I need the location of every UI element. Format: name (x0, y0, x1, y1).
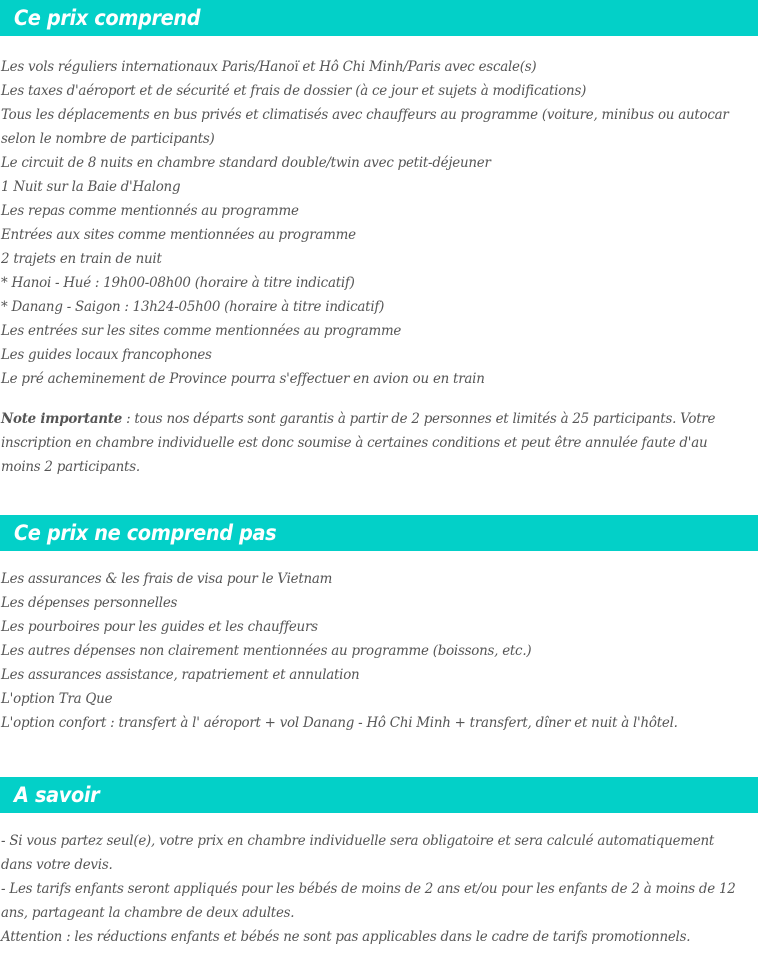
list-item: Les dépenses personnelles (1, 595, 178, 611)
section-header-ce-prix-comprend (0, 0, 758, 36)
list-item: Les vols réguliers internationaux Paris/Hanoï et Hô Chi Minh/Paris avec escale(s) (1, 59, 537, 75)
spacer (0, 551, 758, 567)
section-title: Ce prix comprend (14, 6, 201, 30)
section-header-a-savoir (0, 777, 758, 813)
section-body-ce-prix-ne-comprend-pas (0, 567, 758, 735)
list-item: Le circuit de 8 nuits en chambre standard double/twin avec petit-déjeuner (1, 155, 491, 171)
list-item: Les repas comme mentionnés au programme (1, 203, 299, 219)
list-item: Les taxes d'aéroport et de sécurité et frais de dossier (à ce jour et sujets à modifications) (1, 83, 587, 99)
list-item: L'option confort : transfert à l' aéroport + vol Danang - Hô Chi Minh + transfert, dîner et nuit à l'hôtel. (1, 715, 678, 731)
list-item: Entrées aux sites comme mentionnées au programme (1, 227, 356, 243)
spacer (0, 36, 758, 55)
spacer (0, 813, 758, 829)
list-item: * Hanoi - Hué : 19h00-08h00 (horaire à titre indicatif) (1, 275, 355, 291)
list-item: 2 trajets en train de nuit (1, 251, 162, 267)
list-item: Attention : les réductions enfants et bébés ne sont pas applicables dans le cadre de tarifs promotionnels. (1, 929, 691, 945)
list-item: Les entrées sur les sites comme mentionnées au programme (1, 323, 402, 339)
list-item: Les autres dépenses non clairement mentionnées au programme (boissons, etc.) (1, 643, 532, 659)
section-body-a-savoir (0, 829, 758, 949)
spacer (0, 479, 758, 515)
spacer (0, 735, 758, 777)
list-item: - Si vous partez seul(e), votre prix en chambre individuelle sera obligatoire et sera calculé automatiquement dans votre devis. (1, 833, 715, 873)
list-item: Tous les déplacements en bus privés et climatisés avec chauffeurs au programme (voiture, minibus ou autocar selon le nombre de participants) (1, 107, 729, 147)
list-item: Les guides locaux francophones (1, 347, 212, 363)
list-item: L'option Tra Que (1, 691, 113, 707)
important-note-label: Note importante (1, 411, 123, 427)
important-note (1, 407, 748, 479)
list-item: Les assurances & les frais de visa pour le Vietnam (1, 571, 333, 587)
section-header-ce-prix-ne-comprend-pas (0, 515, 758, 551)
list-item: * Danang - Saigon : 13h24-05h00 (horaire à titre indicatif) (1, 299, 385, 315)
list-item: Les assurances assistance, rapatriement et annulation (1, 667, 360, 683)
spacer (1, 391, 748, 407)
list-item: Les pourboires pour les guides et les chauffeurs (1, 619, 318, 635)
list-item: - Les tarifs enfants seront appliqués pour les bébés de moins de 2 ans et/ou pour les enfants de 2 à moins de 12 ans, partageant la chambre de deux adultes. (1, 881, 736, 921)
section-title: A savoir (14, 783, 100, 807)
important-note-text: : tous nos départs sont garantis à partir de 2 personnes et limités à 25 participants. Votre inscription en chambre individuelle est donc soumise à certaines conditions et peut être annulée faute d'au moins 2 participants. (1, 411, 716, 475)
list-item: Le pré acheminement de Province pourra s'effectuer en avion ou en train (1, 371, 485, 387)
list-item: 1 Nuit sur la Baie d'Halong (1, 179, 181, 195)
section-title: Ce prix ne comprend pas (14, 521, 277, 545)
section-body-ce-prix-comprend (0, 55, 758, 479)
